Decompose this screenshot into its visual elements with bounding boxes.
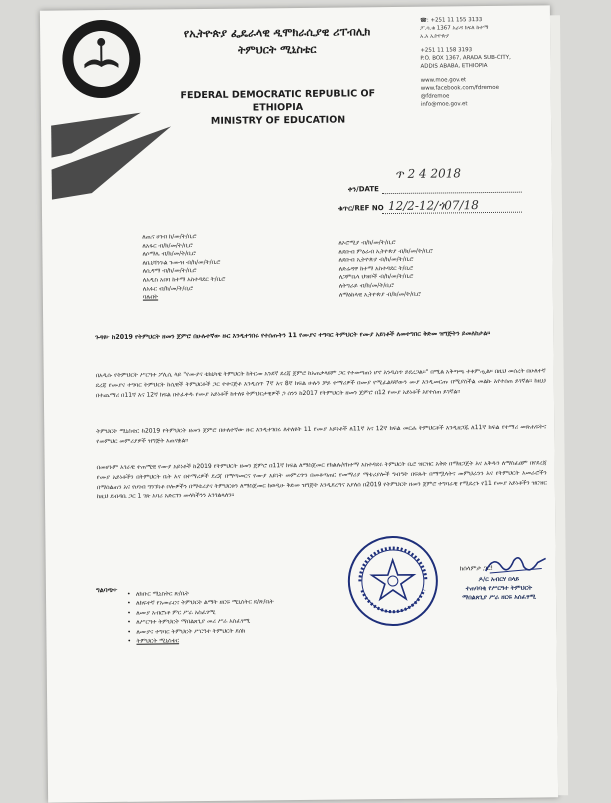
body-paragraph-1: በአዲሱ የትምህርት ሥርዓተ ፖሊሲ ላይ "የሙያና ቴክኒካዊ ትምህርት ከትርመ አንደኛ ደረጃ ጀምሮ ከአጠቃላዩም ጋር የተመጣጠነ ሆኖ እንዲሰጥ ይደረጋል።" በሚል አቅጣጫ ተቀምጧል። በዚህ መሰረት በሁለተኛ ደረጃ የሙያና ተግባር ትምህርት ከሲዊች ትምህርቶች ጋር ተቀናጅቶ እንዲሰጥ 7ኛ እና 8ኛ ክፍል ሁሉን ቻይ ተማሪዎች በሙያ የሚፈልጓቸውን ሙያ እንዲመርጡ በሚያስችል መልኩ እየተሰጠ ይገኛል። ከዚህ በተጨማሪ በ11ኛ እና 12ኛ ክፍል በተፈቀዱ የሙያ አይነቶች ከተለዩ ትምህርታዊዎች ጋ ሰንን ከ2017 የትምህርት ዘመን ጀምሮ በ12 የሙያ አይነቶች እየተሰጠ ይገኛል። xyxy=(95,367,546,399)
contact-line: www.moe.gov.et xyxy=(420,77,467,84)
contact-block xyxy=(420,15,549,108)
recipient: ለአዲስ አበባ ከተማ አስተዳደር ት/ቢሮ xyxy=(142,275,226,284)
recipient: ለጤና ሀገብ ከ/መ/ት/ቢሮ xyxy=(142,233,197,241)
date-line xyxy=(382,192,522,194)
contact-line: ADDIS ABABA, ETHIOPIA xyxy=(420,63,488,70)
cc-item: • ለከፍተኛ የአመራርና ትምህርት ልማት ዘርፍ ሚኒስትር ደ/ጽ/ቤት xyxy=(136,598,274,609)
recipient: ለማዕከላዊ ኢትዮጵያ ብ/ክ/መ/ት/ቢሮ xyxy=(338,290,421,299)
recipient-where-located: ባሉበት xyxy=(142,293,159,301)
contact-line: አ.አ ኢትዮጵያ xyxy=(420,33,450,40)
header-amharic xyxy=(162,23,392,59)
cc-title: ግልባጭ፦ xyxy=(95,585,118,595)
recipient: ለሲዳማ ብ/ክ/መ/ት/ቢሮ xyxy=(142,267,197,276)
recipients-left xyxy=(142,233,225,303)
decorative-stripes xyxy=(51,112,192,201)
header-english-line1: FEDERAL DEMOCRATIC REPUBLIC OF ETHIOPIA xyxy=(180,88,376,114)
contact-line: ፖ.ሳ.ቁ 1367 አራዳ ክፍለ ከተማ xyxy=(420,24,489,32)
recipient: ለቤኒሻንጉል ጉሙዝ ብ/ክ/መ/ት/ቢሮ xyxy=(142,258,221,267)
recipients-right xyxy=(338,239,433,300)
recipient: ለኦሮሚያ ብ/ክ/መ/ት/ቢሮ xyxy=(338,238,396,247)
header-english xyxy=(163,87,393,128)
date-label: ቀን/DATE xyxy=(347,185,379,194)
contact-line: ☎: +251 11 155 3133 xyxy=(419,17,483,24)
header-amharic-line2: ትምህርት ሚኒስቴር xyxy=(238,42,317,57)
recipient: ለድሬዳዋ ከተማ አስተዳደር ት/ቢሮ xyxy=(338,264,414,273)
recipient: ለደቡብ ምዕራብ ኢትዮጵያ ብ/ክ/መ/ት/ቢሮ xyxy=(338,247,433,256)
ref-line xyxy=(382,212,522,214)
header-amharic-line1: የኢትዮጵያ ፌዴራላዊ ዲሞክራሲያዊ ሪፐብሊክ xyxy=(183,25,371,41)
recipient: ለጋምቤላ ህዝቦች ብ/ክ/መ/ት/ቢሮ xyxy=(338,273,414,281)
cc-item: • ለክቡር ሚኒስትር ጽ/ቤት xyxy=(136,588,274,599)
closing-greeting: ከሰላምታ ጋር! xyxy=(459,564,494,573)
letter-sheet xyxy=(40,5,558,802)
body-paragraph-3: በመሆኑም አገራዊ ተጠሚዊ የሙያ አይነቶች ከ2019 የትምህርት ዘመን ጀምሮ በ11ኛ ክፍል ለማስጀመር የክልሉ/የከተማ አስተዳደሩ ትምህርት ቢሮ ዝርዝር እቅድ በማዘጋጀት እና አቅዱን ለማስፈፀም በየደረጃ የሙያ አይነቶችን በትምህርት ቤት እና በተማሪዎች ደረጃ በማጣመርና የሙያ አይነት መምረጥን በመቆጣጠር የመማሪያ ማቴሪያሎች ግብዓት በፍጹት በማሟላትና መምህራንን እና የትምህርት አመራሮችን በማሰልጠን እና የሀገብ ግንኙነቶ ቦሎዎችን በማቴሪያና ትምህርቱን ለማስጀመር ከወዲሁ ቅድመ ዝግጅት እንዲደረግና እያለሰ በ2019 የትምህርት ዘመን ጀምሮ ተግባራዊ የሚደረጉ የ11 የሙያ አይነቶችን ዝርዝር ከዚህ ደብዳቤ ጋር 1 ገጽ አባሪ አድርገን መላካችንን እንገልጻለን። xyxy=(96,459,547,501)
signature-block xyxy=(444,574,554,602)
cc-item: • ለሙያና ተግባር ትምህርት ሥርዓተ ትምህርት ደሰክ xyxy=(136,626,274,637)
ministry-of-education-emblem-icon xyxy=(60,18,143,101)
recipient: ለአፋር ብ/ክ/መ/ት/ቢሮ xyxy=(142,284,194,293)
contact-line: P.O. BOX 1367, ARADA SUB-CITY, xyxy=(420,54,511,62)
signatory-title: ተጠባባቂ የሥርዓተ ትምህርት xyxy=(465,584,533,593)
recipient: ለትግራይ ብ/ክ/መ/ት/ቢሮ xyxy=(338,281,395,290)
header-english-line2: MINISTRY OF EDUCATION xyxy=(210,114,346,127)
cc-list xyxy=(126,588,274,646)
contact-line: +251 11 158 3193 xyxy=(420,47,473,54)
subject-line: ጉዳዩ፦ ከ2019 የትምህርት ዘመን ጀምሮ በሁሉተኛው ዙር እንዲተገበሩ የተሰጡትን 11 የሙያና ተግባር ትምህርት የሙያ አይነቶች ለመተግበር ቅድመ ዝግጅትን ይመለከታል። xyxy=(95,329,491,342)
cc-item-signoff: • ትምህርት ሚኒስቴር xyxy=(136,635,274,646)
recipient: ለሶማሌ ብ/ክ/መ/ት/ቢሮ xyxy=(142,250,196,258)
handwritten-signature xyxy=(480,552,550,577)
contact-line: @fdremoe xyxy=(420,93,450,100)
paper-edge xyxy=(550,15,568,795)
official-stamp-icon xyxy=(345,534,440,629)
signatory-name: ዶ/ር አብርሃ በላይ xyxy=(478,575,520,584)
cc-item: • ለሙያ አብሮነቶ ምር ሥራ አስፈፃሚ xyxy=(136,607,274,618)
date-handwritten: ጥ 2 4 2018 xyxy=(394,166,462,181)
recipient: ለደቡብ ኢትዮጵያ ብ/ክ/መ/ት/ቢሮ xyxy=(338,255,414,264)
signatory-office: ማበልጸጊያ ሥራ ዘርፍ አሰፈፃሚ xyxy=(462,593,536,602)
body-paragraph-2: ትምህርት ሚኒስቴር ከ2019 የትምህርት ዘመን ጀምሮ በሁለተኛው ዙር እንዲተገበሩ ለተለዩት 11 የሙያ አይነቶች ለ11ኛ እና 12ኛ ክፍል መርሐ ትምህርቶች እንዲዘጋጁ ለ11ኛ ክፍል የተማሪ መጽሐፍትና የመምህር መምሪያዎች ዝግጅት አጠናቋል። xyxy=(96,423,547,445)
recipient: ለአፋር ብ/ክ/መ/ት/ቢሮ xyxy=(142,241,193,250)
ref-label: ቁጥር/REF NO xyxy=(337,204,384,213)
contact-line: info@moe.gov.et xyxy=(420,101,468,108)
contact-line: www.facebook.com/fdremoe xyxy=(420,84,499,92)
ref-handwritten: 12/2-12/ጎ07/18 xyxy=(387,198,479,214)
cc-item: • ለሥርዓተ ትምህርት ማበልጸጊያ መሪ ሥራ አስፈፃሚ xyxy=(136,616,274,627)
